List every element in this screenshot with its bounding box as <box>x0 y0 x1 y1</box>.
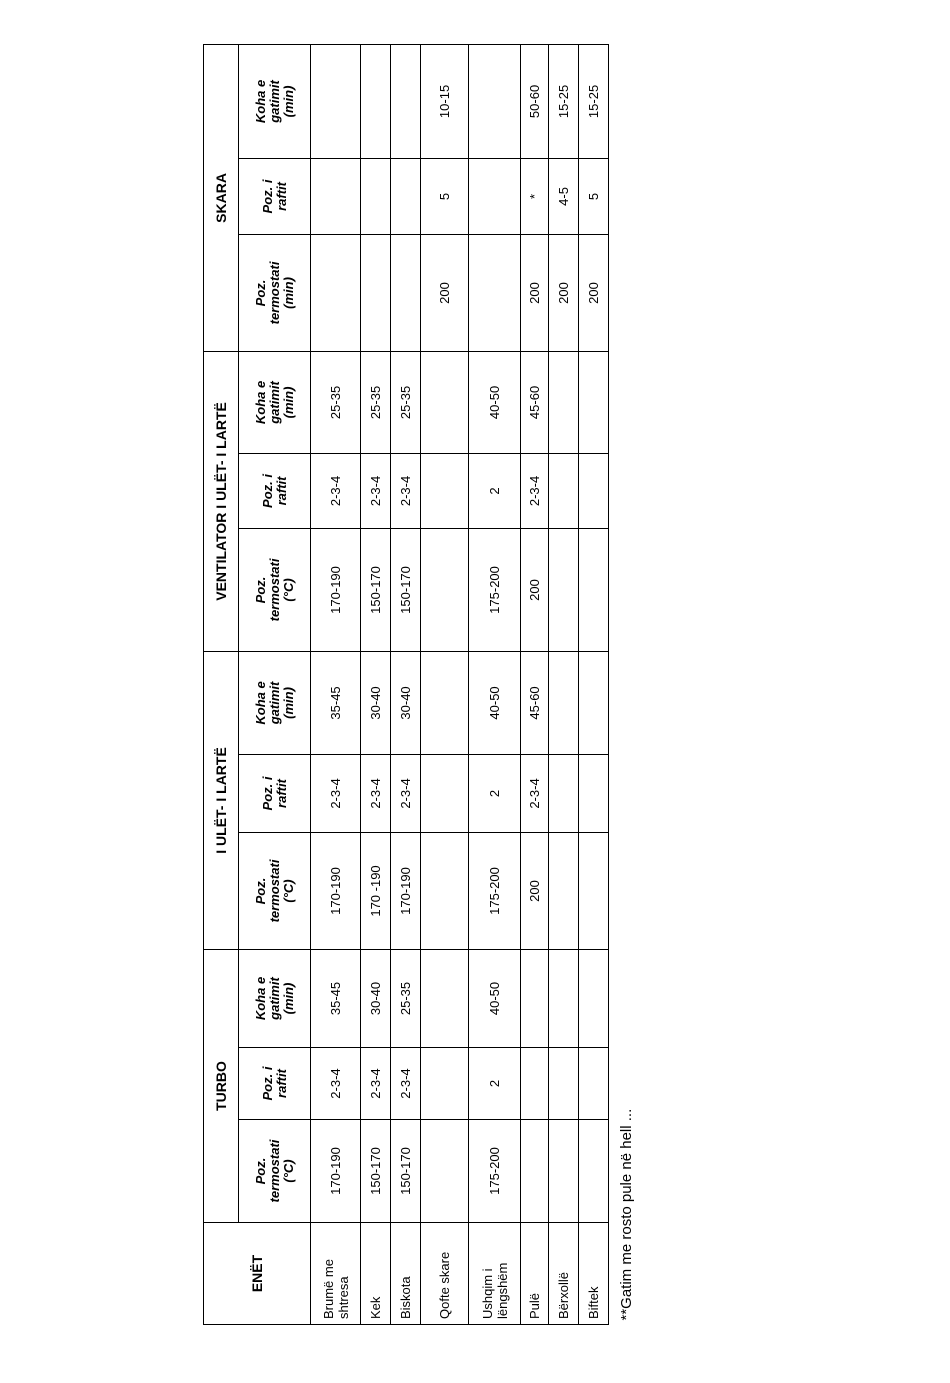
table-cell: 200 <box>421 234 469 351</box>
food-name: Ushqim i lëngshëm <box>469 1223 521 1325</box>
table-cell: 200 <box>521 528 549 651</box>
table-cell: * <box>521 158 549 234</box>
table-cell <box>421 651 469 754</box>
table-cell: 2-3-4 <box>361 754 391 832</box>
table-cell <box>361 234 391 351</box>
subheader-time: Koha e gatimit (min) <box>239 651 311 754</box>
table-cell <box>549 651 579 754</box>
footnote-row <box>609 44 644 1324</box>
table-cell: 4-5 <box>549 158 579 234</box>
table-row <box>311 44 361 1324</box>
table-row <box>521 44 549 1324</box>
table-cell: 40-50 <box>469 351 521 453</box>
food-name: Pulë <box>521 1223 549 1325</box>
table-cell: 2-3-4 <box>361 1048 391 1120</box>
table-cell: 50-60 <box>521 44 549 158</box>
table-cell <box>421 1120 469 1223</box>
table-cell: 200 <box>579 234 609 351</box>
food-name: Brumë me shtresa <box>311 1223 361 1325</box>
table-cell: 35-45 <box>311 949 361 1047</box>
table-cell: 2 <box>469 453 521 528</box>
food-name: Biftek <box>579 1223 609 1325</box>
table-cell <box>469 158 521 234</box>
subheader-thermostat: Poz. termostati (°C) <box>239 528 311 651</box>
table-cell: 2 <box>469 754 521 832</box>
group-header-fan-low-high: VENTILATOR I ULËT- I LARTË <box>204 351 239 651</box>
table-cell: 2-3-4 <box>391 1048 421 1120</box>
table-cell <box>421 832 469 949</box>
table-cell <box>579 1048 609 1120</box>
table-cell <box>391 44 421 158</box>
table-cell: 2-3-4 <box>311 754 361 832</box>
table-cell: 200 <box>521 832 549 949</box>
cooking-table <box>203 44 644 1325</box>
table-cell <box>579 351 609 453</box>
table-cell <box>521 949 549 1047</box>
table-cell: 175-200 <box>469 1120 521 1223</box>
table-cell: 45-60 <box>521 351 549 453</box>
table-cell <box>579 832 609 949</box>
table-cell <box>469 44 521 158</box>
subheader-shelf: Poz. i raftit <box>239 754 311 832</box>
group-header-turbo: TURBO <box>204 949 239 1222</box>
table-cell: 5 <box>579 158 609 234</box>
table-cell: 2-3-4 <box>361 453 391 528</box>
group-header-low-high: I ULËT- I LARTË <box>204 651 239 949</box>
table-cell <box>579 453 609 528</box>
table-cell: 2-3-4 <box>391 754 421 832</box>
subheader-shelf: Poz. i raftit <box>239 158 311 234</box>
table-cell <box>549 528 579 651</box>
table-cell <box>579 651 609 754</box>
table-cell <box>579 949 609 1047</box>
food-name: Bërxollë <box>549 1223 579 1325</box>
table-cell <box>311 44 361 158</box>
food-name: Biskota <box>391 1223 421 1325</box>
subheader-shelf: Poz. i raftit <box>239 1048 311 1120</box>
table-cell: 150-170 <box>361 1120 391 1223</box>
table-cell: 150-170 <box>391 1120 421 1223</box>
table-cell <box>421 528 469 651</box>
table-cell: 175-200 <box>469 528 521 651</box>
table-cell: 35-45 <box>311 651 361 754</box>
rotated-table-container <box>203 45 640 1325</box>
table-cell: 2-3-4 <box>311 1048 361 1120</box>
table-cell: 170-190 <box>311 1120 361 1223</box>
table-cell: 200 <box>521 234 549 351</box>
subheader-thermostat: Poz. termostati (°C) <box>239 1120 311 1223</box>
table-cell: 30-40 <box>361 949 391 1047</box>
table-row <box>579 44 609 1324</box>
table-cell: 15-25 <box>579 44 609 158</box>
footnote: **Gatim me rosto pule në hell ... <box>609 44 644 1324</box>
food-name: Qofte skare <box>421 1223 469 1325</box>
subheader-shelf: Poz. i raftit <box>239 453 311 528</box>
table-cell: 2-3-4 <box>311 453 361 528</box>
table-cell <box>549 453 579 528</box>
table-cell <box>421 351 469 453</box>
table-cell <box>469 234 521 351</box>
table-cell: 170-190 <box>391 832 421 949</box>
table-cell: 2-3-4 <box>521 453 549 528</box>
table-cell: 2-3-4 <box>391 453 421 528</box>
table-cell <box>361 44 391 158</box>
table-row <box>549 44 579 1324</box>
table-cell <box>549 754 579 832</box>
subheader-thermostat: Poz. termostati (min) <box>239 234 311 351</box>
table-cell: 2-3-4 <box>521 754 549 832</box>
table-cell <box>421 754 469 832</box>
table-cell <box>421 1048 469 1120</box>
table-cell <box>361 158 391 234</box>
table-cell: 25-35 <box>311 351 361 453</box>
table-cell: 25-35 <box>391 351 421 453</box>
table-cell: 200 <box>549 234 579 351</box>
table-cell: 25-35 <box>361 351 391 453</box>
table-cell: 25-35 <box>391 949 421 1047</box>
sub-header-row <box>239 44 311 1324</box>
table-cell: 45-60 <box>521 651 549 754</box>
table-cell: 170 -190 <box>361 832 391 949</box>
table-row <box>469 44 521 1324</box>
table-cell <box>549 832 579 949</box>
table-cell <box>579 754 609 832</box>
table-cell <box>579 528 609 651</box>
table-row <box>421 44 469 1324</box>
table-row <box>391 44 421 1324</box>
table-cell: 150-170 <box>391 528 421 651</box>
table-cell <box>549 1120 579 1223</box>
table-cell <box>549 949 579 1047</box>
table-cell: 150-170 <box>361 528 391 651</box>
table-cell <box>391 158 421 234</box>
table-cell: 30-40 <box>391 651 421 754</box>
table-cell: 40-50 <box>469 949 521 1047</box>
subheader-time: Koha e gatimit (min) <box>239 949 311 1047</box>
table-cell: 15-25 <box>549 44 579 158</box>
table-cell <box>421 949 469 1047</box>
group-header-grill: SKARA <box>204 44 239 351</box>
subheader-thermostat: Poz. termostati (°C) <box>239 832 311 949</box>
table-cell <box>549 351 579 453</box>
table-cell: 170-190 <box>311 528 361 651</box>
table-cell: 40-50 <box>469 651 521 754</box>
table-cell: 5 <box>421 158 469 234</box>
table-cell: 10-15 <box>421 44 469 158</box>
table-cell: 175-200 <box>469 832 521 949</box>
food-column-header: ENËT <box>204 1223 311 1325</box>
table-cell <box>391 234 421 351</box>
table-cell <box>521 1120 549 1223</box>
group-header-row <box>204 44 239 1324</box>
table-row <box>361 44 391 1324</box>
food-name: Kek <box>361 1223 391 1325</box>
table-cell <box>421 453 469 528</box>
table-cell <box>521 1048 549 1120</box>
table-cell: 2 <box>469 1048 521 1120</box>
table-cell: 170-190 <box>311 832 361 949</box>
table-cell <box>311 234 361 351</box>
table-cell <box>549 1048 579 1120</box>
table-cell <box>579 1120 609 1223</box>
table-cell <box>311 158 361 234</box>
table-cell: 30-40 <box>361 651 391 754</box>
subheader-time: Koha e gatimit (min) <box>239 351 311 453</box>
subheader-time: Koha e gatimit (min) <box>239 44 311 158</box>
